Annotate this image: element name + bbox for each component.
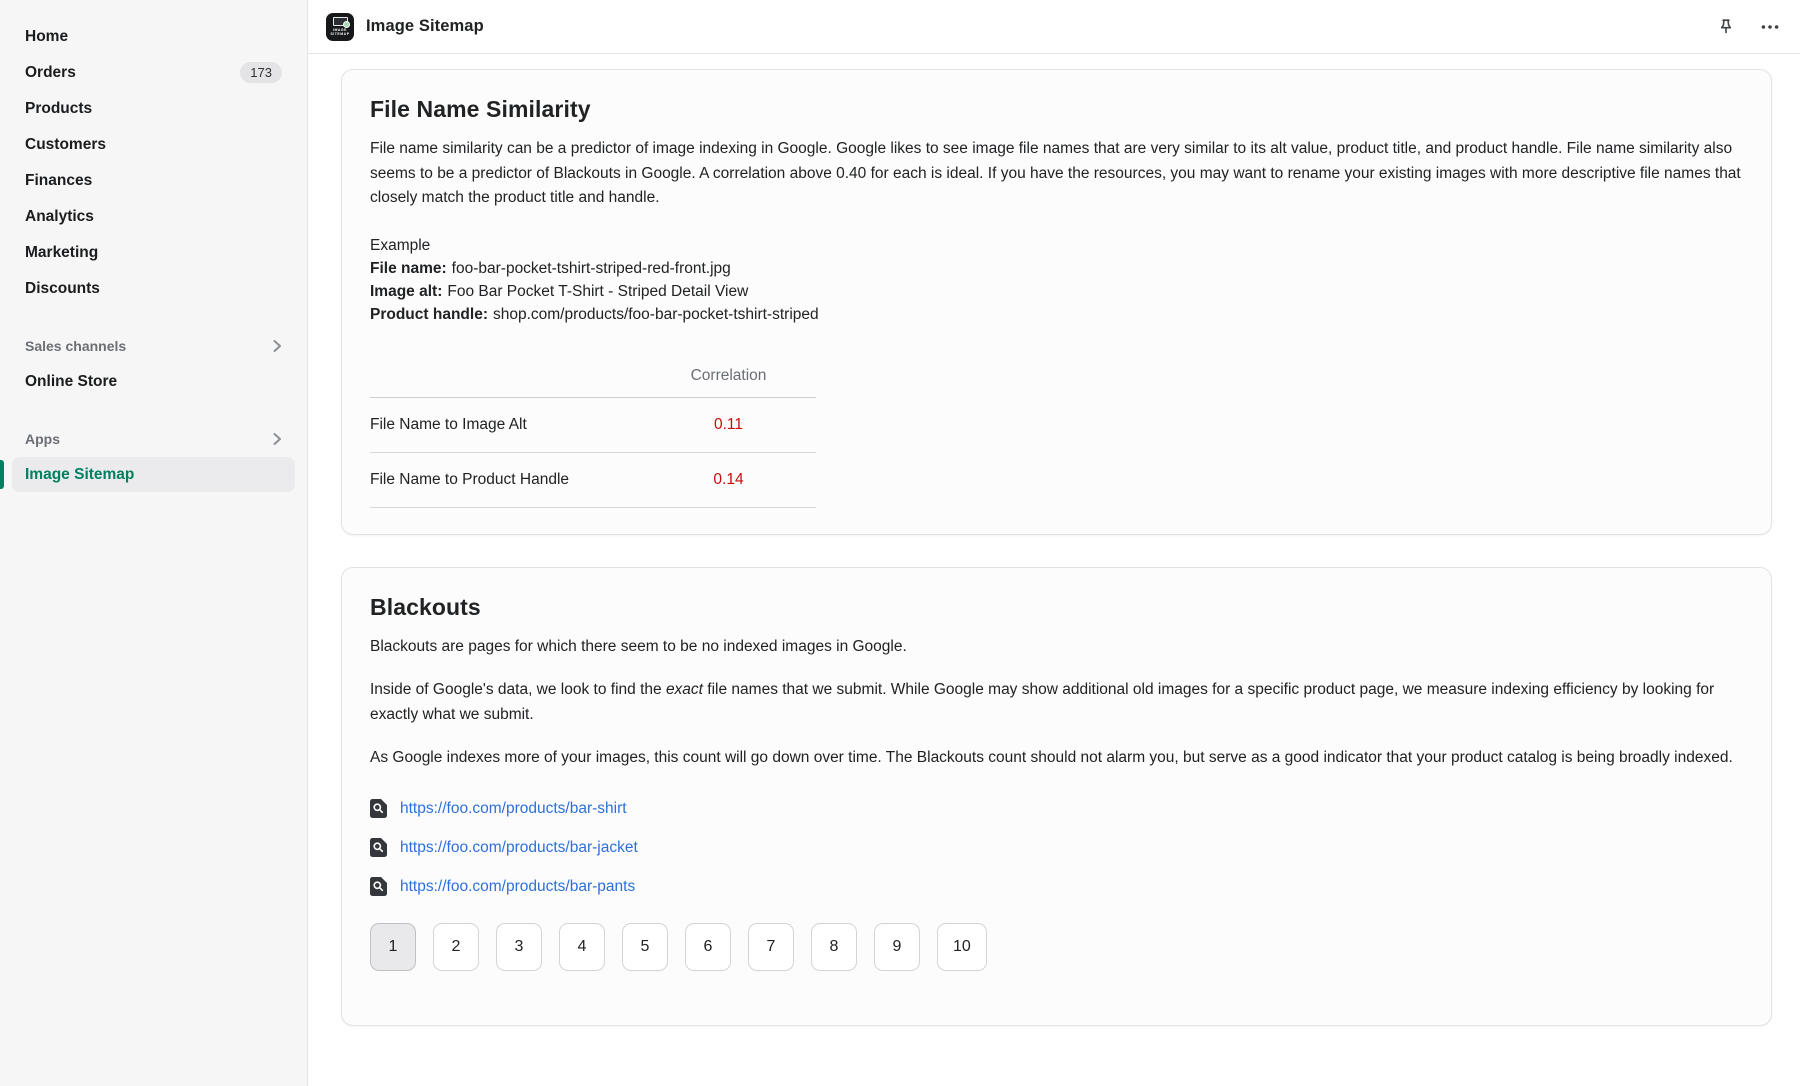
correlation-column-header: Correlation: [690, 367, 767, 384]
correlation-table: [370, 356, 816, 508]
sidebar-item-customers[interactable]: [12, 127, 295, 162]
example-row: [370, 303, 1743, 326]
page-content: [308, 54, 1800, 1086]
sidebar-item-marketing[interactable]: [12, 235, 295, 270]
header-actions: [1712, 13, 1784, 41]
sidebar-item-orders[interactable]: [12, 55, 295, 90]
paragraph-text: Inside of Google's data, we look to find the: [370, 681, 666, 698]
blackout-url-link[interactable]: https://foo.com/products/bar-pants: [400, 877, 636, 895]
example-row-label: File name:: [370, 259, 447, 277]
pagination-page-10[interactable]: 10: [937, 923, 987, 971]
blackout-url-link[interactable]: https://foo.com/products/bar-jacket: [400, 838, 638, 856]
pagination-page-3[interactable]: 3: [496, 923, 542, 971]
pagination-page-9[interactable]: 9: [874, 923, 920, 971]
sidebar-item-label: Online Store: [25, 372, 118, 390]
page-search-icon: [370, 838, 387, 857]
sidebar-section-sales-channels[interactable]: [12, 329, 295, 363]
card-title: Blackouts: [370, 593, 481, 620]
main-area: [308, 0, 1800, 1086]
app-icon-text: SITEMAP: [330, 32, 350, 36]
pagination-page-1[interactable]: 1: [370, 923, 416, 971]
pagination-page-8[interactable]: 8: [811, 923, 857, 971]
pagination-page-4[interactable]: 4: [559, 923, 605, 971]
list-item: [370, 875, 1743, 899]
table-row: [370, 398, 816, 453]
app-header: [308, 0, 1800, 54]
more-options-icon[interactable]: [1756, 13, 1784, 41]
chevron-right-icon: [272, 432, 282, 446]
sidebar-item-label: Marketing: [25, 243, 99, 261]
sidebar-item-label: Analytics: [25, 207, 94, 225]
image-sitemap-app-icon: [326, 13, 354, 41]
section-label: Apps: [25, 431, 60, 447]
sidebar: [0, 0, 308, 1086]
list-item: [370, 797, 1743, 821]
example-row: [370, 257, 1743, 280]
sidebar-item-label: Orders: [25, 63, 76, 81]
blackout-url-link[interactable]: https://foo.com/products/bar-shirt: [400, 799, 627, 817]
section-label: Sales channels: [25, 338, 127, 354]
sidebar-section-apps[interactable]: [12, 422, 295, 456]
example-row-label: Image alt:: [370, 282, 443, 300]
example-block: [370, 234, 1743, 326]
sidebar-spacer: [0, 400, 307, 422]
pin-icon[interactable]: [1712, 13, 1740, 41]
sidebar-item-label: Finances: [25, 171, 93, 189]
correlation-table-header: [370, 356, 816, 398]
sidebar-nav: [0, 19, 307, 492]
sidebar-item-label: Image Sitemap: [25, 465, 135, 483]
example-row: [370, 280, 1743, 303]
blackouts-paragraph-1: Blackouts are pages for which there seem to be no indexed images in Google.: [370, 637, 907, 655]
pagination-page-2[interactable]: 2: [433, 923, 479, 971]
row-label: File Name to Image Alt: [370, 415, 527, 433]
paragraph-text: file names that we submit. While Google may show additional old images for a specific product page, we measure indexing efficiency by looking for exactly what we submit.: [370, 681, 1715, 723]
blackouts-card: [341, 567, 1772, 1026]
example-row-label: Product handle:: [370, 305, 488, 323]
example-row-value: Foo Bar Pocket T-Shirt - Striped Detail View: [447, 282, 749, 300]
pagination-page-6[interactable]: 6: [685, 923, 731, 971]
sidebar-item-analytics[interactable]: [12, 199, 295, 234]
correlation-value: 0.14: [713, 470, 744, 488]
page-title: Image Sitemap: [366, 17, 484, 35]
correlation-value: 0.11: [713, 415, 744, 433]
blackouts-paragraph-2: [370, 678, 1743, 727]
example-label: Example: [370, 236, 431, 254]
pagination-page-7[interactable]: 7: [748, 923, 794, 971]
sidebar-item-label: Products: [25, 99, 93, 117]
sidebar-item-products[interactable]: [12, 91, 295, 126]
sidebar-item-image-sitemap[interactable]: [12, 457, 295, 492]
example-row-value: foo-bar-pocket-tshirt-striped-red-front.jpg: [451, 259, 731, 277]
blackouts-paragraph-3: As Google indexes more of your images, this count will go down over time. The Blackouts count should not alarm you, but serve as a good indicator that your product catalog is being broadly indexed.: [370, 749, 1733, 766]
sidebar-item-label: Customers: [25, 135, 106, 153]
sidebar-spacer: [0, 307, 307, 329]
sidebar-item-home[interactable]: [12, 19, 295, 54]
app-icon-text: IMAGE: [333, 28, 347, 32]
page-search-icon: [370, 799, 387, 818]
table-row: [370, 453, 816, 508]
orders-count-badge: 173: [240, 62, 282, 83]
row-label: File Name to Product Handle: [370, 470, 570, 488]
card-title: File Name Similarity: [370, 96, 591, 122]
blackout-links: [370, 797, 1743, 899]
picture-glyph: [333, 17, 348, 26]
sidebar-item-online-store[interactable]: [12, 364, 295, 399]
example-row-value: shop.com/products/foo-bar-pocket-tshirt-striped: [492, 305, 819, 323]
sidebar-item-label: Discounts: [25, 279, 100, 297]
active-item-indicator: [0, 460, 4, 489]
list-item: [370, 836, 1743, 860]
card-description: File name similarity can be a predictor of image indexing in Google. Google likes to see image file names that are very similar to its alt value, product title, and product handle. File name similarity also seems to be a predictor of Blackouts in Google. A correlation above 0.40 for each is ideal. If you have the resources, you may want to rename your existing images with more descriptive file names that closely match the product title and handle.: [370, 140, 1741, 206]
file-name-similarity-card: [341, 69, 1772, 535]
paragraph-emphasis: exact: [665, 681, 703, 698]
sidebar-item-discounts[interactable]: [12, 271, 295, 306]
sidebar-item-label: Home: [25, 27, 69, 45]
sidebar-item-finances[interactable]: [12, 163, 295, 198]
pagination-page-5[interactable]: 5: [622, 923, 668, 971]
chevron-right-icon: [272, 339, 282, 353]
page-search-icon: [370, 877, 387, 896]
pagination: [370, 923, 1743, 971]
